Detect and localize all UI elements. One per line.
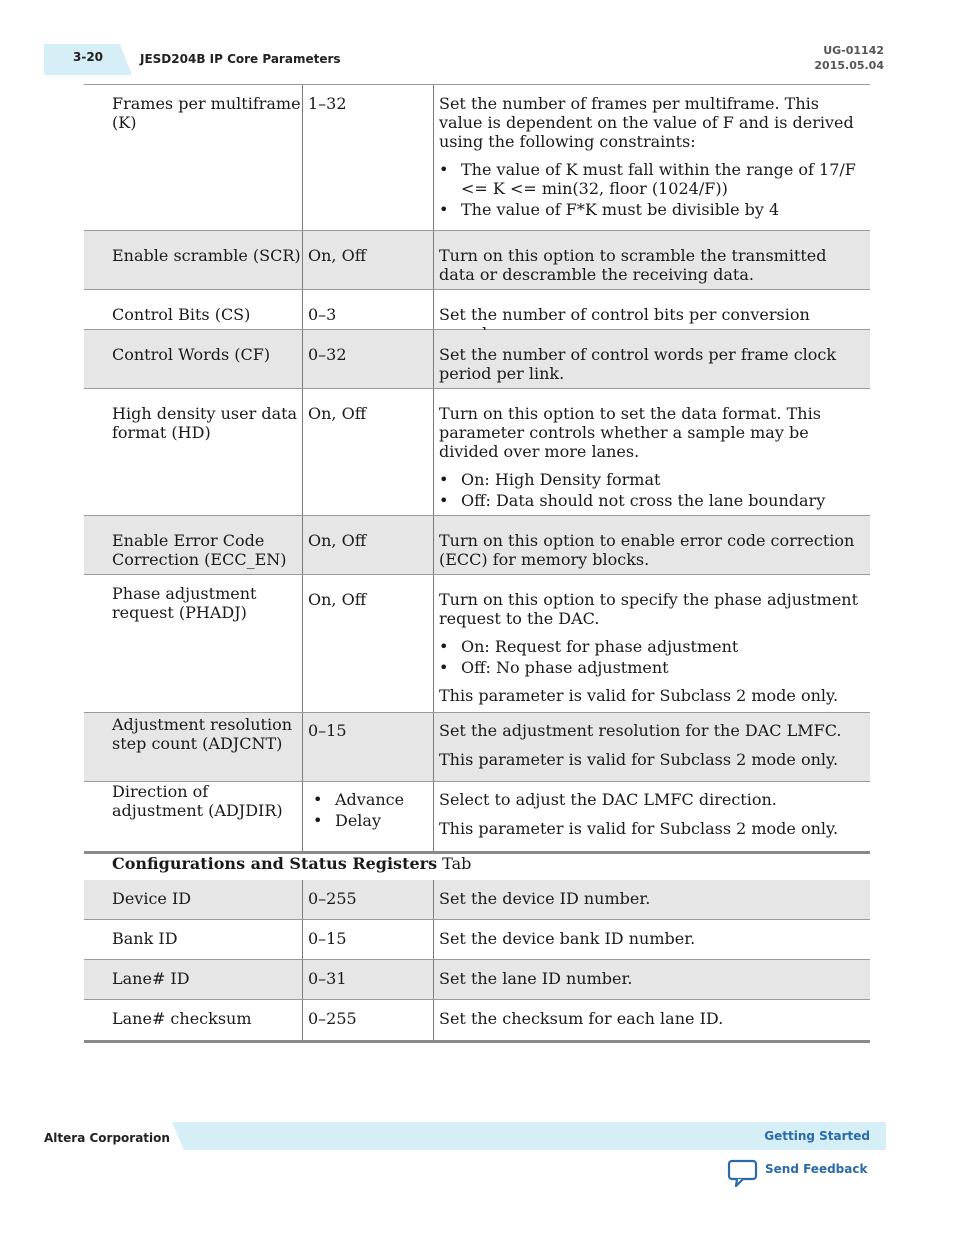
- param-name: Enable Error Code Correction (ECC_EN): [112, 531, 287, 569]
- table-row: [84, 84, 870, 231]
- section-heading-rest: Tab: [437, 854, 472, 873]
- desc-bullets: [439, 637, 860, 677]
- param-name: Device ID: [112, 889, 192, 908]
- param-name: Phase adjustment request (PHADJ): [112, 584, 257, 622]
- table-row: [84, 713, 870, 782]
- param-value: 0–255: [302, 1000, 433, 1040]
- list-item: • The value of F*K must be divisible by 4: [461, 200, 860, 219]
- table-row: [84, 880, 870, 920]
- send-feedback-button[interactable]: [727, 1158, 877, 1188]
- table-row: [84, 920, 870, 960]
- param-name: Adjustment resolution step count (ADJCNT): [112, 715, 293, 753]
- param-desc: [433, 575, 870, 712]
- list-item: • Off: No phase adjustment: [461, 658, 860, 677]
- list-item: • Advance: [335, 790, 433, 809]
- param-value: On, Off: [302, 516, 433, 574]
- desc-text: Set the number of control bits per conversion: [439, 305, 810, 324]
- section-heading: [84, 851, 870, 882]
- chat-bubble-icon: [727, 1158, 759, 1188]
- desc-text: Select to adjust the DAC LMFC direction.: [439, 790, 777, 809]
- param-name: Control Words (CF): [112, 345, 271, 364]
- list-item: • On: High Density format: [461, 470, 860, 489]
- table-row: [84, 290, 870, 330]
- desc-text: Turn on this option to set the data format. This parameter controls whether a sample may be divided over more lanes.: [439, 404, 821, 461]
- desc-bullets: [439, 470, 860, 510]
- param-value: 0–255: [302, 880, 433, 919]
- param-name: Frames per multiframe (K): [112, 94, 301, 132]
- param-value: On, Off: [302, 231, 433, 289]
- section-heading-bold: Configurations and Status Registers: [112, 854, 438, 873]
- list-item: • Off: Data should not cross the lane boundary: [461, 491, 860, 510]
- param-value: 0–31: [302, 960, 433, 999]
- section-title: JESD204B IP Core Parameters: [140, 52, 341, 66]
- param-name: Bank ID: [112, 929, 178, 948]
- param-desc: Set the device bank ID number.: [433, 920, 870, 959]
- param-desc: [433, 389, 870, 515]
- list-item: • The value of K must fall within the range of 17/F <= K <= min(32, floor (1024/F)): [461, 160, 860, 198]
- param-value: On, Off: [302, 389, 433, 515]
- param-name: Control Bits (CS): [112, 305, 251, 324]
- desc-text: Set the adjustment resolution for the DAC LMFC.: [439, 721, 842, 740]
- param-value: 1–32: [302, 85, 433, 230]
- desc-bullets: [439, 160, 860, 219]
- desc-text: Turn on this option to scramble the transmitted data or descramble the receiving data.: [439, 246, 827, 284]
- desc-text: Set the number of frames per multiframe. This value is dependent on the value of F and is derived using the following constraints:: [439, 94, 854, 151]
- desc-text: Set the number of control words per frame clock period per link.: [439, 345, 837, 383]
- page-number: 3-20: [72, 50, 104, 64]
- table-row: [84, 516, 870, 575]
- param-value: 0–3: [302, 290, 433, 329]
- param-name: Lane# ID: [112, 969, 190, 988]
- param-desc: Set the checksum for each lane ID.: [433, 1000, 870, 1040]
- param-value: 0–15: [302, 920, 433, 959]
- getting-started-link[interactable]: Getting Started: [764, 1129, 870, 1143]
- param-desc: [433, 516, 870, 574]
- param-name: Enable scramble (SCR): [112, 246, 301, 265]
- param-value: On, Off: [302, 575, 433, 712]
- param-value: 0–15: [302, 713, 433, 781]
- param-desc: [433, 782, 870, 851]
- param-value: [302, 782, 433, 851]
- table-row: [84, 782, 870, 854]
- list-item: • On: Request for phase adjustment: [461, 637, 860, 656]
- param-desc: Set the lane ID number.: [433, 960, 870, 999]
- send-feedback-label: Send Feedback: [765, 1162, 868, 1176]
- param-name: Direction of adjustment (ADJDIR): [112, 782, 283, 820]
- desc-note: This parameter is valid for Subclass 2 mode only.: [439, 686, 839, 705]
- value-bullets: [308, 790, 433, 830]
- table-row: [84, 1000, 870, 1043]
- param-name: Lane# checksum: [112, 1009, 252, 1028]
- desc-note: This parameter is valid for Subclass 2 mode only.: [439, 819, 839, 838]
- desc-text: Turn on this option to enable error code correction (ECC) for memory blocks.: [439, 531, 855, 569]
- table-row: [84, 575, 870, 713]
- param-desc: Set the device ID number.: [433, 880, 870, 919]
- doc-date: 2015.05.04: [814, 59, 884, 72]
- param-desc: [433, 713, 870, 781]
- desc-text: Turn on this option to specify the phase adjustment request to the DAC.: [439, 590, 859, 628]
- doc-id: UG-01142: [823, 44, 884, 57]
- company-name: Altera Corporation: [44, 1131, 170, 1145]
- table-row: [84, 960, 870, 1000]
- param-desc: [433, 290, 870, 329]
- desc-note: This parameter is valid for Subclass 2 mode only.: [439, 750, 839, 769]
- param-desc: [433, 330, 870, 388]
- param-name: High density user data format (HD): [112, 404, 298, 442]
- table-row: [84, 389, 870, 516]
- table-row: [84, 231, 870, 290]
- param-desc: [433, 85, 870, 230]
- page-number-tab: [44, 44, 129, 74]
- param-desc: [433, 231, 870, 289]
- table-row: [84, 330, 870, 389]
- doc-info: [814, 43, 884, 73]
- list-item: • Delay: [335, 811, 433, 830]
- param-value: 0–32: [302, 330, 433, 388]
